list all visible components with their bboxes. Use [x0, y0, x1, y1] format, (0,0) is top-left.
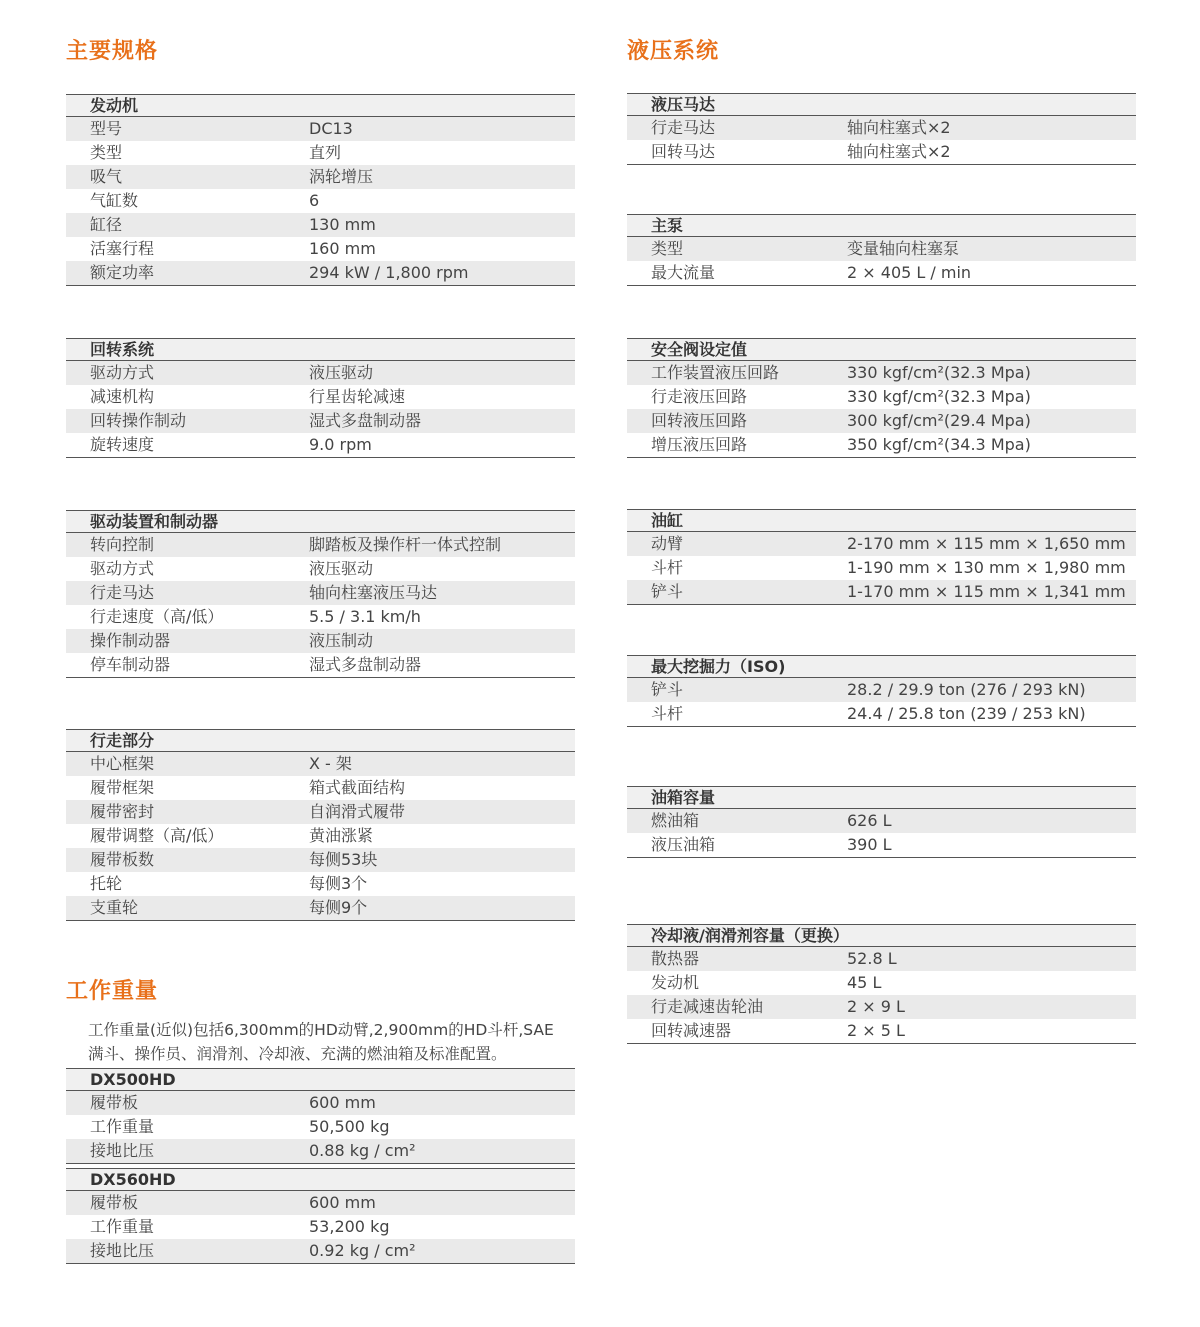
spec-value: DC13 [309, 119, 353, 138]
spec-rows [627, 237, 1136, 286]
spec-row [627, 385, 1136, 409]
spec-table [627, 655, 1136, 727]
spec-value: 390 L [847, 835, 892, 854]
spec-row [66, 824, 575, 848]
spec-row [627, 580, 1136, 604]
spec-row [627, 947, 1136, 971]
spec-value: 每侧53块 [309, 850, 378, 869]
spec-row [66, 385, 575, 409]
spec-rows [66, 1091, 575, 1164]
spec-value: 626 L [847, 811, 892, 830]
spec-label: 托轮 [90, 874, 123, 893]
spec-label: 工作装置液压回路 [651, 363, 780, 382]
spec-label: 旋转速度 [90, 435, 155, 454]
spec-value: 130 mm [309, 215, 376, 234]
spec-row [627, 702, 1136, 726]
spec-section-title: 主泵 [627, 214, 1136, 237]
spec-value: 液压制动 [309, 631, 374, 650]
spec-label: 散热器 [651, 949, 700, 968]
spec-value: 每侧9个 [309, 898, 368, 917]
spec-rows [627, 678, 1136, 727]
spec-value: 箱式截面结构 [309, 778, 406, 797]
spec-row [66, 213, 575, 237]
spec-value: 45 L [847, 973, 882, 992]
spec-row [66, 653, 575, 677]
spec-value: 1-190 mm × 130 mm × 1,980 mm [847, 558, 1126, 577]
spec-label: 缸径 [90, 215, 123, 234]
spec-row [66, 261, 575, 285]
spec-table [627, 338, 1136, 458]
spec-value: 5.5 / 3.1 km/h [309, 607, 421, 626]
spec-label: 支重轮 [90, 898, 139, 917]
spec-value: 行星齿轮减速 [309, 387, 406, 406]
spec-rows [627, 809, 1136, 858]
spec-row [66, 872, 575, 896]
spec-row [66, 1215, 575, 1239]
spec-value: 330 kgf/cm²(32.3 Mpa) [847, 363, 1031, 382]
spec-value: 1-170 mm × 115 mm × 1,341 mm [847, 582, 1126, 601]
spec-label: 类型 [651, 239, 684, 258]
spec-table [627, 509, 1136, 605]
spec-row [627, 433, 1136, 457]
hydraulic-system-heading: 液压系统 [627, 39, 720, 64]
spec-table [66, 338, 575, 458]
spec-row [627, 678, 1136, 702]
spec-value: 轴向柱塞液压马达 [309, 583, 438, 602]
spec-value: 28.2 / 29.9 ton (276 / 293 kN) [847, 680, 1086, 699]
spec-row [66, 165, 575, 189]
spec-section-title: 安全阀设定值 [627, 338, 1136, 361]
spec-row [66, 1115, 575, 1139]
spec-value: 2 × 405 L / min [847, 263, 972, 282]
spec-value: 160 mm [309, 239, 376, 258]
weight-note: 工作重量(近似)包括6,300mm的HD动臂,2,900mm的HD斗杆,SAE满斗、操作员、润滑剂、冷却液、充满的燃油箱及标准配置。 [88, 1021, 554, 1063]
spec-row [66, 1239, 575, 1263]
spec-rows [66, 361, 575, 458]
spec-label: 增压液压回路 [651, 435, 748, 454]
spec-row [627, 995, 1136, 1019]
spec-label: 型号 [90, 119, 123, 138]
spec-label: 铲斗 [651, 582, 684, 601]
spec-label: 液压油箱 [651, 835, 716, 854]
spec-label: 斗杆 [651, 704, 684, 723]
spec-row [66, 752, 575, 776]
spec-row [66, 141, 575, 165]
spec-value: 53,200 kg [309, 1217, 390, 1236]
spec-row [66, 361, 575, 385]
spec-row [627, 532, 1136, 556]
spec-section-title: 最大挖掘力（ISO) [627, 655, 1136, 678]
operating-weight-heading: 工作重量 [66, 979, 159, 1004]
spec-label: 行走速度（高/低） [90, 607, 224, 626]
spec-label: 停车制动器 [90, 655, 171, 674]
spec-section-title: 回转系统 [66, 338, 575, 361]
spec-value: 600 mm [309, 1193, 376, 1212]
spec-value: 液压驱动 [309, 559, 374, 578]
spec-section-title: 行走部分 [66, 729, 575, 752]
spec-rows [66, 533, 575, 678]
spec-row [66, 848, 575, 872]
spec-section-title: DX500HD [66, 1068, 575, 1091]
spec-label: 工作重量 [90, 1117, 155, 1136]
spec-row [66, 1191, 575, 1215]
spec-value: 294 kW / 1,800 rpm [309, 263, 469, 282]
spec-row [66, 433, 575, 457]
spec-value: 6 [309, 191, 320, 210]
spec-value: 0.88 kg / cm² [309, 1141, 416, 1160]
spec-label: 铲斗 [651, 680, 684, 699]
spec-row [66, 189, 575, 213]
spec-label: 转向控制 [90, 535, 155, 554]
spec-table [66, 94, 575, 286]
spec-rows [66, 752, 575, 921]
spec-label: 斗杆 [651, 558, 684, 577]
spec-value: 黄油涨紧 [309, 826, 374, 845]
spec-section-title: 驱动装置和制动器 [66, 510, 575, 533]
spec-row [66, 896, 575, 920]
spec-label: 驱动方式 [90, 559, 155, 578]
spec-row [627, 261, 1136, 285]
spec-table [627, 93, 1136, 165]
spec-label: 行走马达 [651, 118, 716, 137]
spec-label: 履带框架 [90, 778, 155, 797]
spec-rows [66, 1191, 575, 1264]
spec-rows [66, 117, 575, 286]
spec-table [627, 214, 1136, 286]
spec-label: 工作重量 [90, 1217, 155, 1236]
spec-value: 湿式多盘制动器 [309, 411, 422, 430]
spec-row [66, 605, 575, 629]
spec-value: 变量轴向柱塞泵 [847, 239, 960, 258]
spec-value: 湿式多盘制动器 [309, 655, 422, 674]
spec-label: 中心框架 [90, 754, 155, 773]
spec-value: 350 kgf/cm²(34.3 Mpa) [847, 435, 1031, 454]
spec-label: 履带板数 [90, 850, 155, 869]
spec-row [66, 409, 575, 433]
spec-row [627, 116, 1136, 140]
spec-value: 50,500 kg [309, 1117, 390, 1136]
main-specs-heading: 主要规格 [66, 39, 159, 64]
spec-label: 回转减速器 [651, 1021, 732, 1040]
spec-table [66, 1168, 575, 1264]
spec-label: 回转操作制动 [90, 411, 187, 430]
spec-label: 减速机构 [90, 387, 155, 406]
spec-value: 330 kgf/cm²(32.3 Mpa) [847, 387, 1031, 406]
spec-value: 直列 [309, 143, 342, 162]
spec-label: 履带板 [90, 1193, 139, 1212]
spec-value: 2 × 9 L [847, 997, 905, 1016]
spec-rows [627, 947, 1136, 1044]
spec-value: 9.0 rpm [309, 435, 372, 454]
spec-row [66, 776, 575, 800]
spec-value: 2 × 5 L [847, 1021, 905, 1040]
spec-row [66, 1139, 575, 1163]
spec-label: 吸气 [90, 167, 123, 186]
spec-row [66, 581, 575, 605]
spec-rows [627, 116, 1136, 165]
spec-row [627, 361, 1136, 385]
spec-label: 气缸数 [90, 191, 139, 210]
spec-table [627, 924, 1136, 1044]
spec-value: 每侧3个 [309, 874, 368, 893]
spec-table [66, 729, 575, 921]
spec-label: 驱动方式 [90, 363, 155, 382]
spec-label: 动臂 [651, 534, 684, 553]
spec-label: 履带板 [90, 1093, 139, 1112]
spec-label: 行走马达 [90, 583, 155, 602]
spec-table [66, 1068, 575, 1164]
spec-row [66, 117, 575, 141]
spec-label: 履带密封 [90, 802, 155, 821]
spec-value: 2-170 mm × 115 mm × 1,650 mm [847, 534, 1126, 553]
spec-row [627, 971, 1136, 995]
spec-value: 液压驱动 [309, 363, 374, 382]
spec-table [66, 510, 575, 678]
spec-section-title: 油箱容量 [627, 786, 1136, 809]
spec-value: 轴向柱塞式×2 [847, 142, 951, 161]
spec-section-title: 液压马达 [627, 93, 1136, 116]
spec-value: 0.92 kg / cm² [309, 1241, 416, 1260]
spec-row [66, 800, 575, 824]
spec-table [627, 786, 1136, 858]
spec-label: 燃油箱 [651, 811, 700, 830]
spec-label: 回转液压回路 [651, 411, 748, 430]
spec-label: 接地比压 [90, 1241, 155, 1260]
spec-value: 脚踏板及操作杆一体式控制 [309, 535, 502, 554]
spec-label: 回转马达 [651, 142, 716, 161]
spec-label: 接地比压 [90, 1141, 155, 1160]
spec-label: 操作制动器 [90, 631, 171, 650]
spec-section-title: 油缸 [627, 509, 1136, 532]
spec-row [627, 409, 1136, 433]
spec-label: 行走液压回路 [651, 387, 748, 406]
spec-label: 活塞行程 [90, 239, 155, 258]
spec-value: X - 架 [309, 754, 352, 773]
spec-row [627, 556, 1136, 580]
spec-row [627, 1019, 1136, 1043]
spec-section-title: 冷却液/润滑剂容量（更换） [627, 924, 1136, 947]
spec-row [66, 533, 575, 557]
spec-value: 600 mm [309, 1093, 376, 1112]
spec-value: 300 kgf/cm²(29.4 Mpa) [847, 411, 1031, 430]
spec-rows [627, 361, 1136, 458]
spec-label: 履带调整（高/低） [90, 826, 224, 845]
spec-row [66, 557, 575, 581]
spec-label: 额定功率 [90, 263, 155, 282]
spec-label: 最大流量 [651, 263, 716, 282]
spec-row [66, 237, 575, 261]
spec-value: 轴向柱塞式×2 [847, 118, 951, 137]
spec-row [627, 833, 1136, 857]
spec-row [66, 1091, 575, 1115]
spec-value: 52.8 L [847, 949, 897, 968]
spec-row [627, 809, 1136, 833]
spec-section-title: DX560HD [66, 1168, 575, 1191]
spec-row [627, 140, 1136, 164]
spec-row [66, 629, 575, 653]
spec-rows [627, 532, 1136, 605]
spec-row [627, 237, 1136, 261]
spec-value: 24.4 / 25.8 ton (239 / 253 kN) [847, 704, 1086, 723]
spec-label: 行走减速齿轮油 [651, 997, 764, 1016]
spec-value: 涡轮增压 [309, 167, 374, 186]
spec-label: 类型 [90, 143, 123, 162]
spec-value: 自润滑式履带 [309, 802, 406, 821]
spec-section-title: 发动机 [66, 94, 575, 117]
spec-label: 发动机 [651, 973, 700, 992]
